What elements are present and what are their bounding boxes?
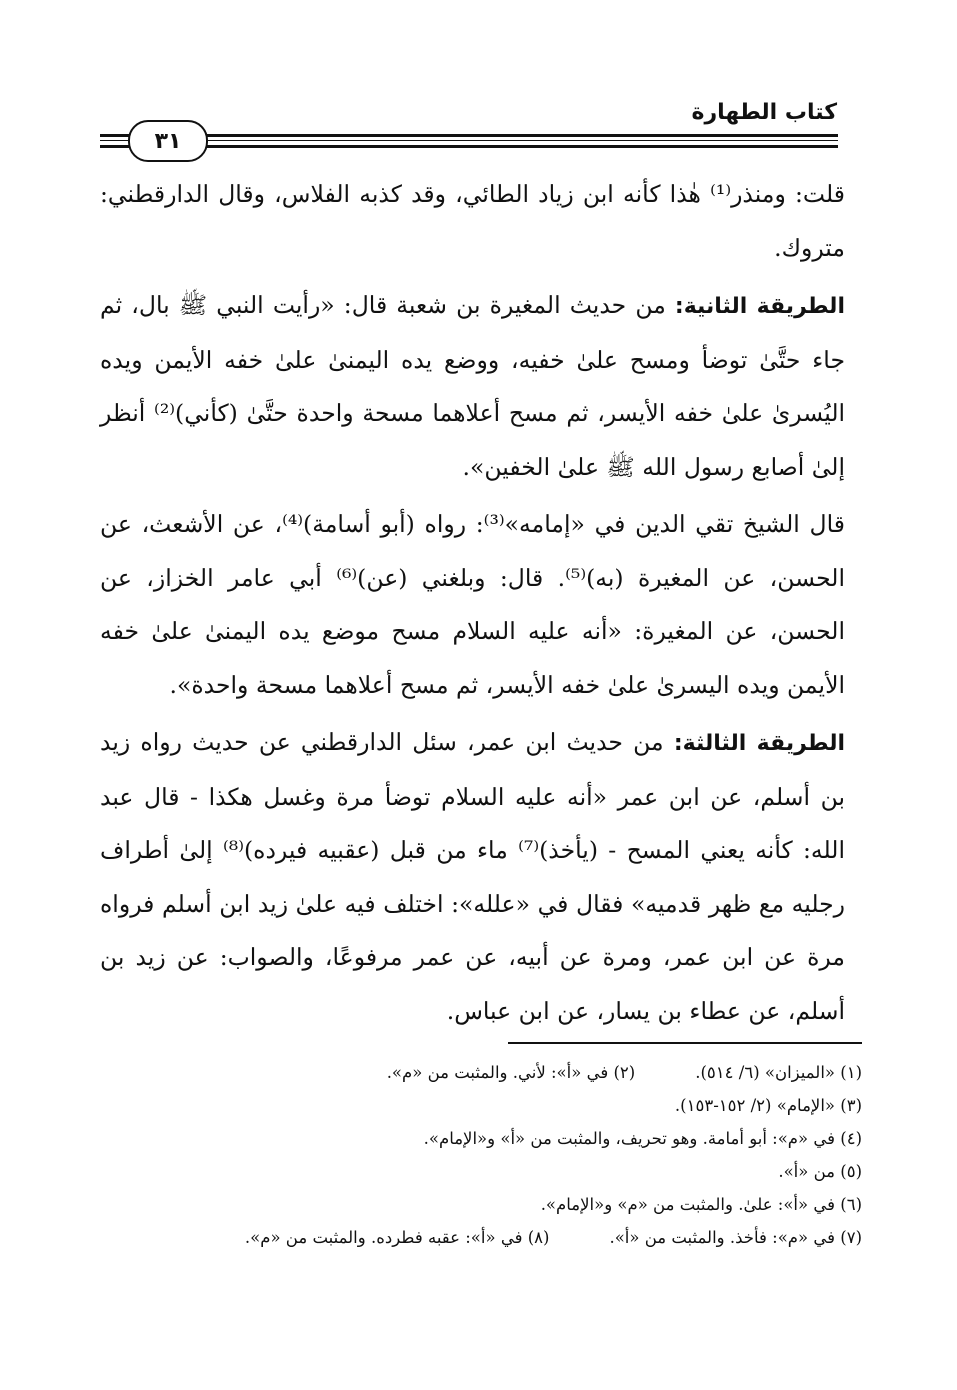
- footnote-4: (٤) في «م»: أبو أمامة. وهو تحريف، والمثبت من «أ» و«الإمام».: [423, 1129, 862, 1148]
- footnote-separator: [508, 1042, 862, 1044]
- footnote-3: (٣) «الإمام» (٢/ ١٥٢-١٥٣).: [674, 1096, 862, 1115]
- section-lead-second-path: الطريقة الثانية:: [674, 294, 845, 319]
- footnote-row-7: [100, 1221, 862, 1254]
- footnote-7: (٧) في «م»: فأخذ. والمثبت من «أ».: [609, 1228, 862, 1247]
- page-number-badge: ٣١: [128, 120, 208, 162]
- footnote-6: (٦) في «أ»: علىٰ. والمثبت من «م» و«الإمام».: [540, 1195, 862, 1214]
- footnote-1: (١) «الميزان» (٦/ ٥١٤).: [695, 1063, 862, 1082]
- main-text: [100, 168, 845, 1038]
- section-lead-third-path: الطريقة الثالثة:: [673, 731, 846, 756]
- running-header-title: كتاب الطهارة: [691, 100, 837, 125]
- paragraph-1-text: قلت: ومنذر⁽¹⁾ هٰذا كأنه ابن زياد الطائي، وقد كذبه الفلاس، وقال الدارقطني: متروك.: [100, 180, 845, 262]
- paragraph-4: [100, 716, 845, 1038]
- footnote-2: (٢) في «أ»: لأني. والمثبت من «م».: [386, 1063, 636, 1082]
- paragraph-2-text: من حديث المغيرة بن شعبة قال: «رأيت النبي ﷺ بال، ثم جاء حتَّىٰ توضأ ومسح علىٰ خفيه، ووضع يده اليمنىٰ علىٰ خفه الأيمن ويده اليُسرىٰ علىٰ خفه الأيسر، ثم مسح أعلاهما مسحة واحدة حتَّىٰ (كأني)⁽²⁾ أنظر إلىٰ أصابع رسول الله ﷺ علىٰ الخفين».: [100, 291, 846, 481]
- paragraph-2: [100, 279, 845, 494]
- header-rule-bottom: [100, 145, 838, 148]
- paragraph-4-text: من حديث ابن عمر، سئل الدارقطني عن حديث رواه زيد بن أسلم، عن ابن عمر «أنه عليه السلام توضأ مرة وغسل هكذا - قال عبد الله: كأنه يعني المسح - (يأخذ)⁽⁷⁾ ماء من قبل (عقبيه فيرده)⁽⁸⁾ إلىٰ أطراف رجليه مع ظهر قدميه» فقال في «علله»: اختلف فيه علىٰ زيد ابن أسلم فرواه مرة عن ابن عمر، ومرة عن أبيه، عن عمر مرفوعًا، والصواب: عن زيد بن أسلم، عن عطاء بن يسار، عن ابن عباس.: [100, 728, 845, 1025]
- footnotes: [100, 1056, 862, 1254]
- paragraph-1: [100, 168, 845, 275]
- footnote-row-1: [100, 1056, 862, 1089]
- footnote-8: (٨) في «أ»: عقبه فطرده. والمثبت من «م».: [244, 1228, 550, 1247]
- paragraph-3: [100, 498, 845, 712]
- paragraph-3-text: قال الشيخ تقي الدين في «إمامه»⁽³⁾: رواه (أبو أسامة)⁽⁴⁾، عن الأشعث، عن الحسن، عن المغيرة (به)⁽⁵⁾. قال: وبلغني (عن)⁽⁶⁾ أبي عامر الخزاز، عن الحسن، عن المغيرة: «أنه عليه السلام مسح موضع يده اليمنىٰ علىٰ خفه الأيمن ويده اليسرىٰ علىٰ خفه الأيسر، ثم مسح أعلاهما مسحة واحدة».: [100, 510, 845, 699]
- footnote-5: (٥) من «أ».: [778, 1162, 862, 1181]
- header-rule-top: [100, 134, 838, 137]
- header-rule-middle: [100, 140, 838, 141]
